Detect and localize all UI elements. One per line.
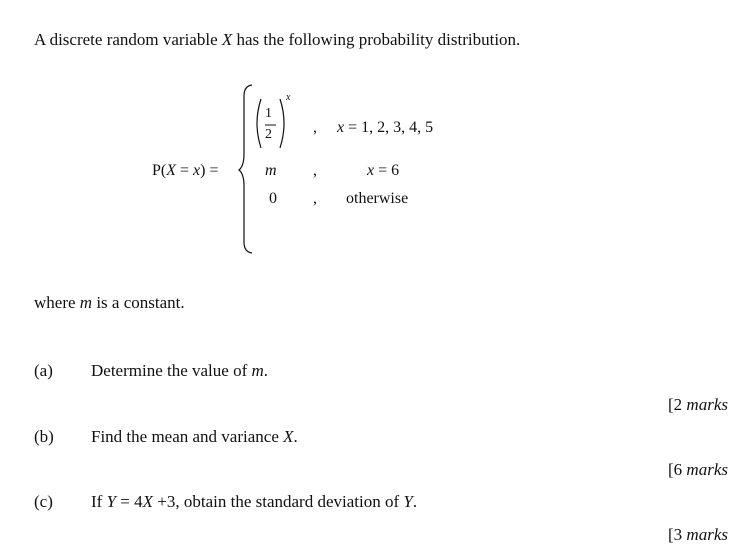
part-a-var: m [251,361,264,380]
intro-variable: X [221,30,233,49]
intro-sentence [34,30,520,50]
pmf-lhs-X: X [166,162,177,179]
pmf-lhs [152,161,219,181]
pmf-lhs-eq: = [176,162,194,179]
part-c-question [91,492,417,512]
part-c-pre: If [91,492,107,511]
case1-cond-rest: = 1, 2, 3, 4, 5 [344,119,434,136]
part-a-post: . [263,361,269,380]
pmf-lhs-p: P( [152,162,167,179]
intro-pre: A discrete random variable [34,30,222,49]
fraction-denominator: 2 [265,127,272,142]
part-b-pre: Find the mean and variance [91,427,284,446]
part-b-post: . [293,427,298,446]
part-b-label: (b) [34,427,54,446]
part-c-var-x: X [142,492,154,511]
constant-post: is a constant. [92,293,185,312]
part-a-question [91,361,268,381]
part-c-mid2: +3, obtain the standard deviation of [153,492,404,511]
case2-cond-var: x [367,162,375,179]
pmf-lhs-x: x [193,162,201,179]
part-a-marks-open: [2 [668,395,687,414]
case1-condition [337,118,433,138]
part-c-marks-word: marks [686,525,728,544]
part-b-marks-open: [6 [668,460,687,479]
case3-condition: otherwise [346,190,409,207]
part-c-marks [668,525,728,545]
part-c-var-y: Y [106,492,117,511]
case2-comma: , [313,162,317,179]
case2-cond-rest: = 6 [374,162,400,179]
fraction-numerator: 1 [265,106,272,121]
fraction-parens-icon [252,96,292,152]
part-a-marks-word: marks [686,395,728,414]
case1-cond-var: x [337,119,345,136]
part-a-pre: Determine the value of [91,361,252,380]
constant-pre: where [34,293,80,312]
part-a-label: (a) [34,361,53,380]
case2-value: m [265,162,277,179]
case1-comma: , [313,119,317,136]
case2-condition [367,161,399,181]
part-b-var: X [283,427,294,446]
case3-comma: , [313,190,317,207]
fraction-exponent: x [286,92,291,103]
case3-value: 0 [269,190,277,207]
part-b-marks-word: marks [686,460,728,479]
part-b-question [91,427,298,447]
part-c-marks-open: [3 [668,525,687,544]
part-c-post: . [412,492,418,511]
part-c-label: (c) [34,492,53,511]
pmf-lhs-close: ) = [200,162,219,179]
part-b-marks [668,460,728,480]
constant-note [34,293,185,313]
part-c-mid: = 4 [116,492,143,511]
part-c-var-y2: Y [403,492,413,511]
constant-var: m [79,293,93,312]
intro-post: has the following probability distribution. [232,30,521,49]
part-a-marks [668,395,728,415]
